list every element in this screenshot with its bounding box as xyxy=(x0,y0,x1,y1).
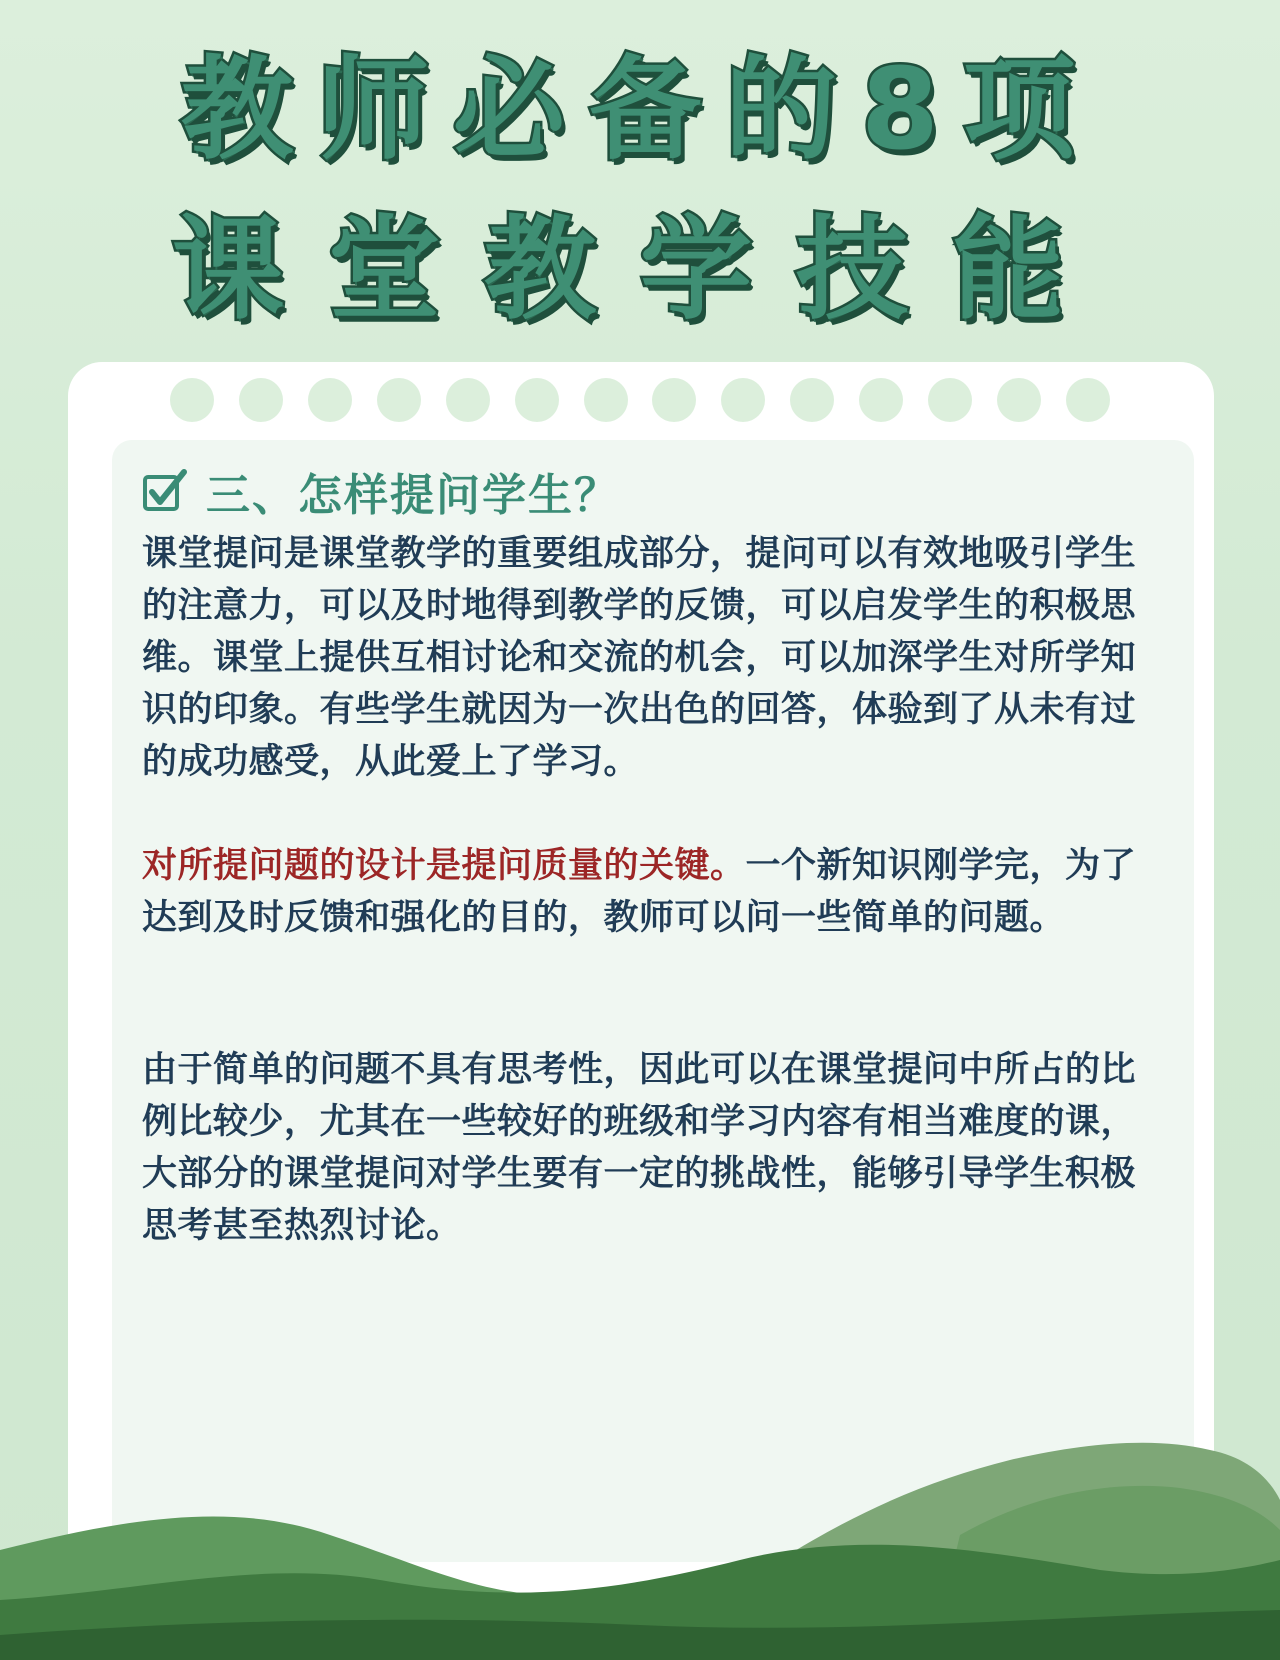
paragraph-1: 课堂提问是课堂教学的重要组成部分，提问可以有效地吸引学生的注意力，可以及时地得到教学的反馈，可以启发学生的积极思维。课堂上提供互相讨论和交流的机会，可以加深学生对所学知识的印象。有些学生就因为一次出色的回答，体验到了从未有过的成功感受，从此爱上了学习。 xyxy=(142,534,1137,782)
paragraph-2-highlight: 对所提问题的设计是提问质量的关键。 xyxy=(142,846,746,886)
paragraph-3: 由于简单的问题不具有思考性，因此可以在课堂提问中所占的比例比较少，尤其在一些较好的班级和学习内容有相当难度的课，大部分的课堂提问对学生要有一定的挑战性，能够引导学生积极思考甚至热烈讨论。 xyxy=(142,1050,1137,1246)
binder-hole xyxy=(859,378,903,422)
binder-hole xyxy=(515,378,559,422)
binder-holes xyxy=(170,378,1110,422)
section-heading xyxy=(142,460,620,522)
binder-hole xyxy=(308,378,352,422)
hills-decoration xyxy=(0,1440,1280,1660)
checkbox-check-icon xyxy=(142,468,188,514)
paragraph-2 xyxy=(142,840,1142,944)
binder-hole xyxy=(584,378,628,422)
binder-hole xyxy=(170,378,214,422)
title-line-2: 课堂教学技能 xyxy=(172,205,1108,335)
binder-hole xyxy=(790,378,834,422)
title-line-1: 教师必备的8项 xyxy=(181,45,1099,175)
binder-hole xyxy=(721,378,765,422)
binder-hole xyxy=(1066,378,1110,422)
binder-hole xyxy=(446,378,490,422)
binder-hole xyxy=(239,378,283,422)
binder-hole xyxy=(997,378,1041,422)
paragraph-2-text: 一个新知识刚学完，为了达到及时反馈和强化的目的，教师可以问一些简单的问题。 xyxy=(142,846,1137,938)
section-heading-text: 三、怎样提问学生？ xyxy=(206,470,620,521)
binder-hole xyxy=(377,378,421,422)
binder-hole xyxy=(652,378,696,422)
binder-hole xyxy=(928,378,972,422)
